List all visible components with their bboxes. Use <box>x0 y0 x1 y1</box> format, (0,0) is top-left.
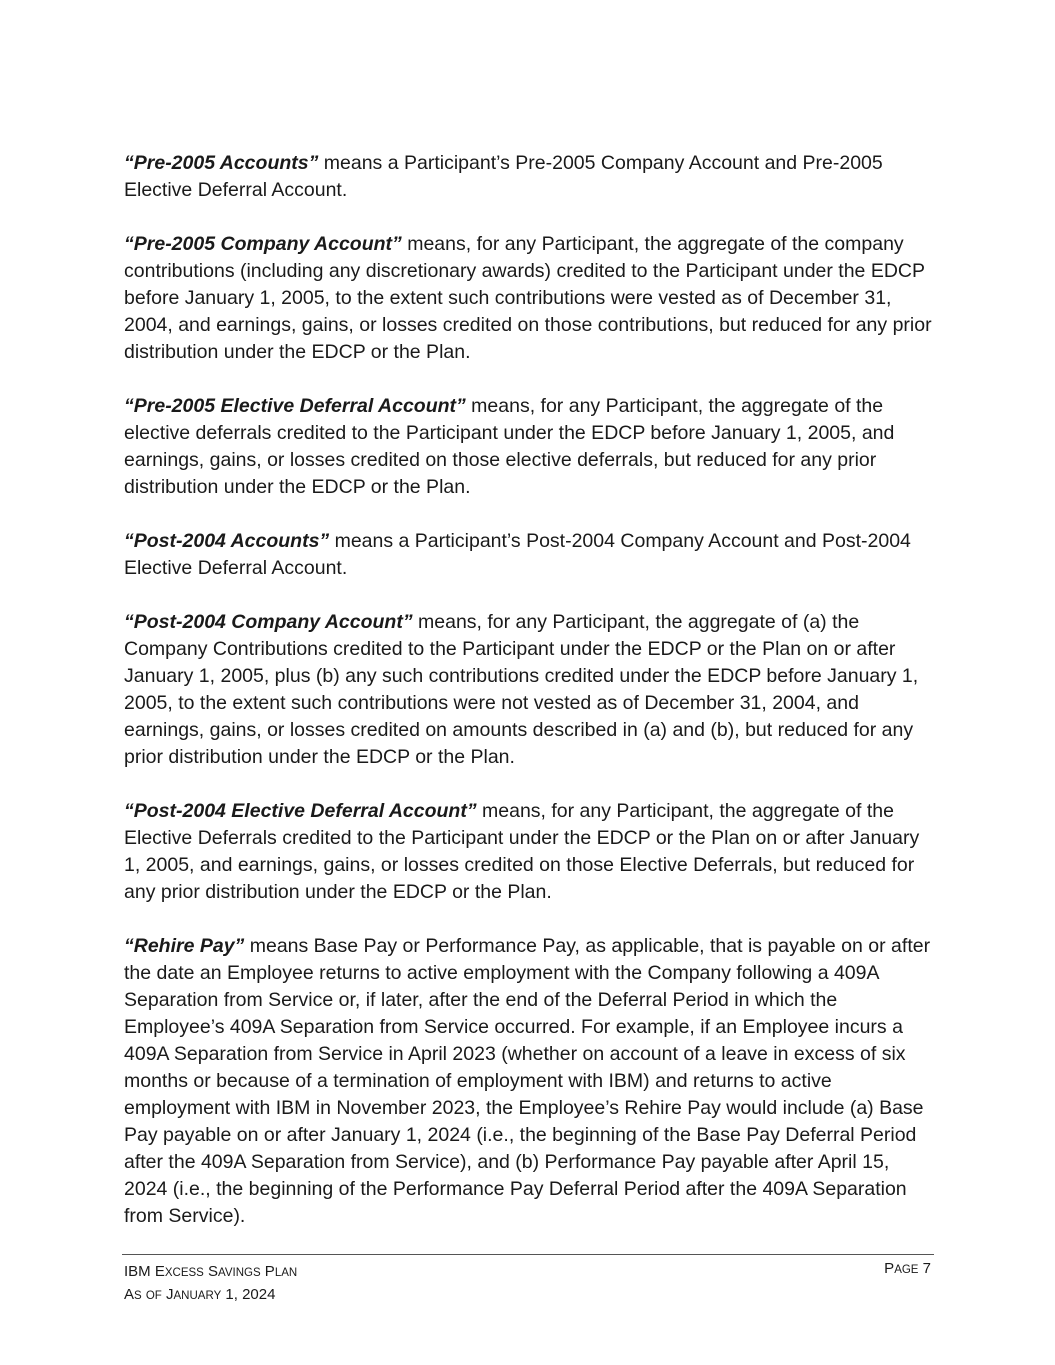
footer-as-of-date: AS OF JANUARY 1, 2024 <box>124 1286 276 1303</box>
definition-term: “Pre-2005 Accounts” <box>124 152 319 174</box>
definition-text: means Base Pay or Performance Pay, as applicable, that is payable on or after the date an Employee returns to active employment with the Company following a 409A Separation from Service or, if later, after the end of the Deferral Period in which the Employee’s 409A Separation from Service occurred. For example, if an Employee incurs a 409A Separation from Service in April 2023 (whether on account of a leave in excess of six months or because of a termination of employment with IBM) and returns to active employment with IBM in November 2023, the Employee’s Rehire Pay would include (a) Base Pay payable on or after January 1, 2024 (i.e., the beginning of the Base Pay Deferral Period after the 409A Separation from Service), and (b) Performance Pay payable after April 15, 2024 (i.e., the beginning of the Performance Pay Deferral Period after the 409A Separation from Service). <box>124 935 931 1227</box>
footer-divider <box>122 1254 934 1255</box>
definition-text: means, for any Participant, the aggregate of the company contributions (including any discretionary awards) credited to the Participant under the EDCP before January 1, 2005, to the extent such contributions were vested as of December 31, 2004, and earnings, gains, or losses credited on those contributions, but reduced for any prior distribution under the EDCP or the Plan. <box>124 233 932 363</box>
definition-text: means a Participant’s Pre-2005 Company Account and Pre-2005 Elective Deferral Account. <box>124 152 883 201</box>
definition-term: “Rehire Pay” <box>124 935 245 957</box>
definition-rehire-pay <box>124 933 934 1230</box>
definition-text: means, for any Participant, the aggregate of the elective deferrals credited to the Participant under the EDCP before January 1, 2005, and earnings, gains, or losses credited on those elective deferrals, but reduced for any prior distribution under the EDCP or the Plan. <box>124 395 895 498</box>
definition-term: “Pre-2005 Company Account” <box>124 233 402 255</box>
definition-text: means, for any Participant, the aggregate of (a) the Company Contributions credited to the Participant under the EDCP or the Plan on or after January 1, 2005, plus (b) any such contributions credited under the EDCP before January 1, 2005, to the extent such contributions were not vested as of December 31, 2004, and earnings, gains, or losses credited on amounts described in (a) and (b), but reduced for any prior distribution under the EDCP or the Plan. <box>124 611 919 768</box>
definition-term: “Pre-2005 Elective Deferral Account” <box>124 395 466 417</box>
definition-term: “Post-2004 Elective Deferral Account” <box>124 800 477 822</box>
footer-plan-name: IBM EXCESS SAVINGS PLAN <box>124 1263 298 1280</box>
definition-post-2004-elective-deferral-account <box>124 798 934 906</box>
footer-left <box>124 1261 297 1307</box>
definition-text: means, for any Participant, the aggregate of the Elective Deferrals credited to the Participant under the EDCP or the Plan on or after January 1, 2005, and earnings, gains, or losses credited on those Elective Deferrals, but reduced for any prior distribution under the EDCP or the Plan. <box>124 800 920 903</box>
definition-text: means a Participant’s Post-2004 Company Account and Post-2004 Elective Deferral Account. <box>124 530 911 579</box>
definition-term: “Post-2004 Company Account” <box>124 611 413 633</box>
definition-pre-2005-accounts <box>124 150 934 204</box>
definition-term: “Post-2004 Accounts” <box>124 530 330 552</box>
footer-page-label: PAGE 7 <box>884 1260 931 1277</box>
definition-pre-2005-elective-deferral-account <box>124 393 934 501</box>
document-body <box>124 150 934 1257</box>
definition-post-2004-company-account <box>124 609 934 771</box>
definition-post-2004-accounts <box>124 528 934 582</box>
definition-pre-2005-company-account <box>124 231 934 366</box>
footer-page-number <box>884 1258 931 1281</box>
